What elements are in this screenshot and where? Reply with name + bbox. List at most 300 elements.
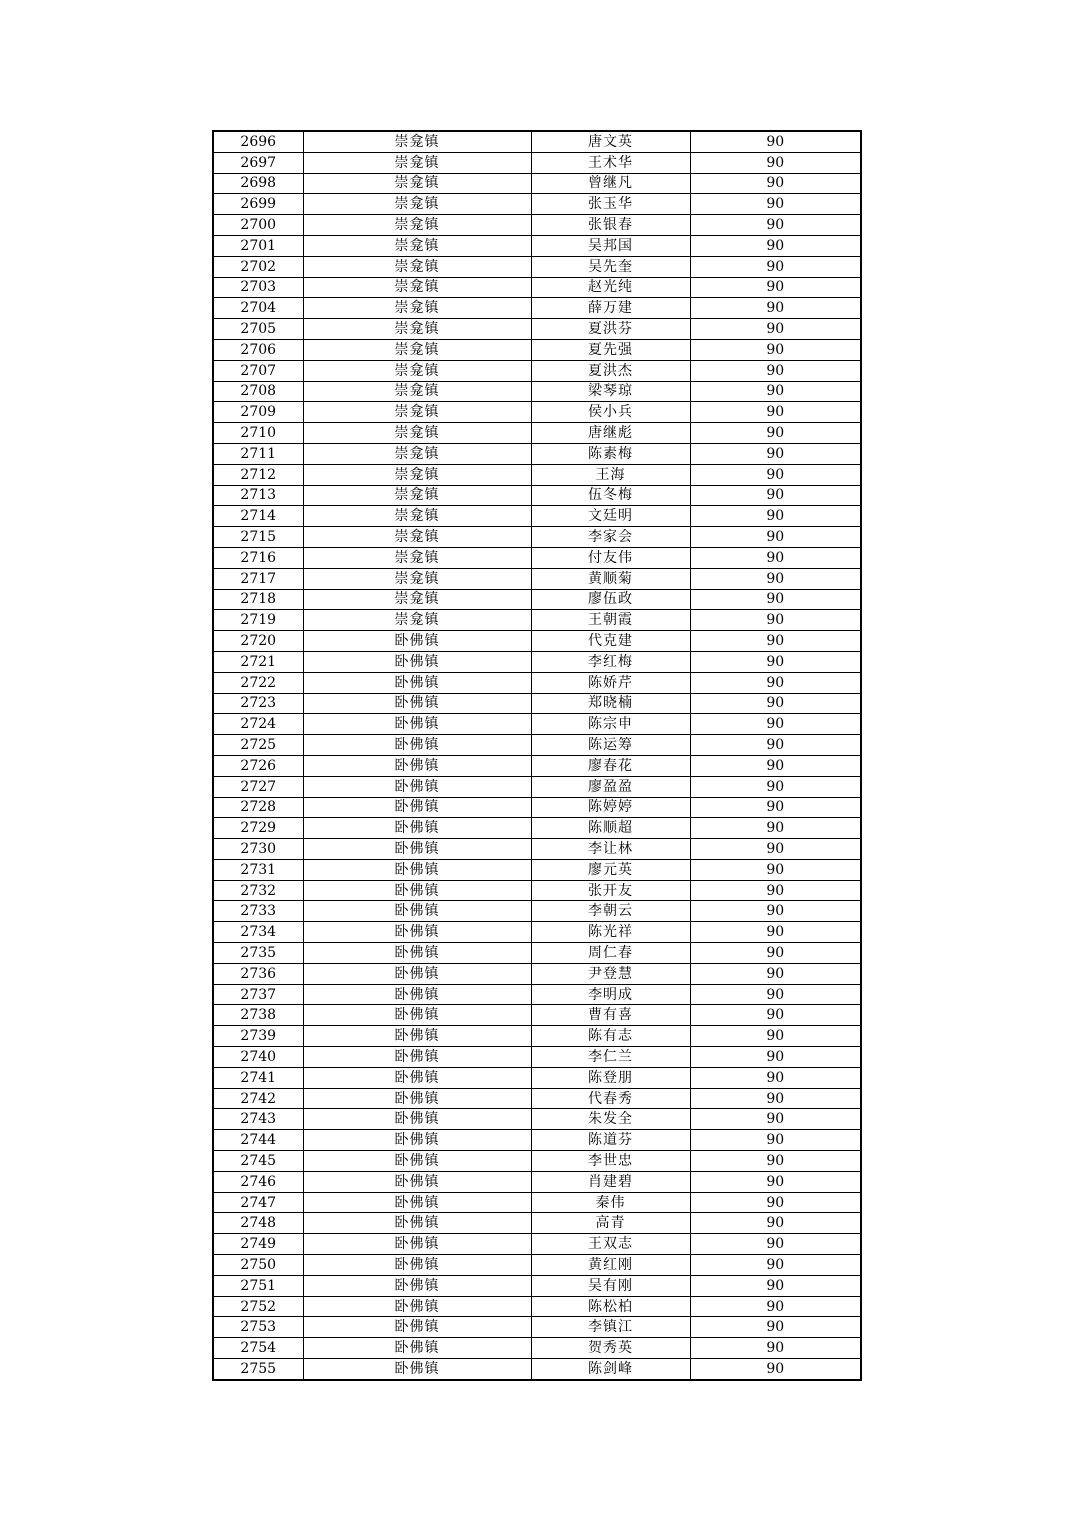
name-cell: 李朝云 xyxy=(531,901,690,922)
name-cell: 李红梅 xyxy=(531,651,690,672)
name-cell: 李镇江 xyxy=(531,1317,690,1338)
name-cell: 代春秀 xyxy=(531,1088,690,1109)
row-number-cell: 2722 xyxy=(213,672,303,693)
table-row xyxy=(213,1359,861,1380)
name-cell: 陈道芬 xyxy=(531,1130,690,1151)
score-cell: 90 xyxy=(690,1047,861,1068)
name-cell: 王术华 xyxy=(531,152,690,173)
name-cell: 李世忠 xyxy=(531,1151,690,1172)
score-cell: 90 xyxy=(690,901,861,922)
score-cell: 90 xyxy=(690,589,861,610)
name-cell: 唐继彪 xyxy=(531,423,690,444)
town-cell: 卧佛镇 xyxy=(303,776,531,797)
town-cell: 崇龛镇 xyxy=(303,215,531,236)
table-row xyxy=(213,672,861,693)
score-cell: 90 xyxy=(690,984,861,1005)
row-number-cell: 2724 xyxy=(213,714,303,735)
row-number-cell: 2701 xyxy=(213,235,303,256)
table-row xyxy=(213,776,861,797)
town-cell: 卧佛镇 xyxy=(303,922,531,943)
score-cell: 90 xyxy=(690,423,861,444)
name-cell: 夏先强 xyxy=(531,339,690,360)
town-cell: 卧佛镇 xyxy=(303,1109,531,1130)
row-number-cell: 2697 xyxy=(213,152,303,173)
name-cell: 陈宗申 xyxy=(531,714,690,735)
table-row xyxy=(213,443,861,464)
name-cell: 王海 xyxy=(531,464,690,485)
town-cell: 卧佛镇 xyxy=(303,880,531,901)
table-row xyxy=(213,173,861,194)
row-number-cell: 2713 xyxy=(213,485,303,506)
score-cell: 90 xyxy=(690,256,861,277)
table-row xyxy=(213,1130,861,1151)
row-number-cell: 2749 xyxy=(213,1234,303,1255)
table-row xyxy=(213,152,861,173)
score-cell: 90 xyxy=(690,797,861,818)
row-number-cell: 2728 xyxy=(213,797,303,818)
table-row xyxy=(213,1005,861,1026)
row-number-cell: 2744 xyxy=(213,1130,303,1151)
row-number-cell: 2734 xyxy=(213,922,303,943)
score-cell: 90 xyxy=(690,1359,861,1380)
row-number-cell: 2732 xyxy=(213,880,303,901)
score-cell: 90 xyxy=(690,194,861,215)
row-number-cell: 2712 xyxy=(213,464,303,485)
score-cell: 90 xyxy=(690,1338,861,1359)
town-cell: 卧佛镇 xyxy=(303,693,531,714)
name-cell: 伍冬梅 xyxy=(531,485,690,506)
row-number-cell: 2720 xyxy=(213,631,303,652)
score-cell: 90 xyxy=(690,631,861,652)
row-number-cell: 2729 xyxy=(213,818,303,839)
row-number-cell: 2752 xyxy=(213,1296,303,1317)
name-cell: 陈婷婷 xyxy=(531,797,690,818)
score-cell: 90 xyxy=(690,568,861,589)
row-number-cell: 2747 xyxy=(213,1192,303,1213)
row-number-cell: 2711 xyxy=(213,443,303,464)
row-number-cell: 2709 xyxy=(213,402,303,423)
row-number-cell: 2755 xyxy=(213,1359,303,1380)
table-row xyxy=(213,464,861,485)
table-row xyxy=(213,1275,861,1296)
table-row xyxy=(213,714,861,735)
table-row xyxy=(213,1296,861,1317)
row-number-cell: 2740 xyxy=(213,1047,303,1068)
score-cell: 90 xyxy=(690,298,861,319)
town-cell: 卧佛镇 xyxy=(303,797,531,818)
town-cell: 卧佛镇 xyxy=(303,859,531,880)
name-cell: 陈光祥 xyxy=(531,922,690,943)
row-number-cell: 2723 xyxy=(213,693,303,714)
name-cell: 梁琴琼 xyxy=(531,381,690,402)
score-cell: 90 xyxy=(690,1109,861,1130)
name-cell: 陈有志 xyxy=(531,1026,690,1047)
name-cell: 陈剑峰 xyxy=(531,1359,690,1380)
row-number-cell: 2714 xyxy=(213,506,303,527)
row-number-cell: 2746 xyxy=(213,1171,303,1192)
score-cell: 90 xyxy=(690,1213,861,1234)
table-row xyxy=(213,1317,861,1338)
table-row xyxy=(213,256,861,277)
row-number-cell: 2718 xyxy=(213,589,303,610)
score-cell: 90 xyxy=(690,651,861,672)
table-row xyxy=(213,339,861,360)
table-row xyxy=(213,1338,861,1359)
name-cell: 张银春 xyxy=(531,215,690,236)
score-cell: 90 xyxy=(690,277,861,298)
row-number-cell: 2715 xyxy=(213,527,303,548)
table-row xyxy=(213,1088,861,1109)
town-cell: 卧佛镇 xyxy=(303,714,531,735)
town-cell: 卧佛镇 xyxy=(303,1130,531,1151)
table-row xyxy=(213,651,861,672)
score-cell: 90 xyxy=(690,1296,861,1317)
town-cell: 崇龛镇 xyxy=(303,568,531,589)
town-cell: 崇龛镇 xyxy=(303,547,531,568)
town-cell: 崇龛镇 xyxy=(303,423,531,444)
score-cell: 90 xyxy=(690,1130,861,1151)
town-cell: 卧佛镇 xyxy=(303,1275,531,1296)
name-cell: 尹登慧 xyxy=(531,963,690,984)
name-cell: 贺秀英 xyxy=(531,1338,690,1359)
row-number-cell: 2699 xyxy=(213,194,303,215)
name-cell: 朱发全 xyxy=(531,1109,690,1130)
row-number-cell: 2716 xyxy=(213,547,303,568)
score-cell: 90 xyxy=(690,506,861,527)
town-cell: 崇龛镇 xyxy=(303,402,531,423)
score-cell: 90 xyxy=(690,755,861,776)
name-cell: 陈松柏 xyxy=(531,1296,690,1317)
row-number-cell: 2753 xyxy=(213,1317,303,1338)
score-cell: 90 xyxy=(690,1255,861,1276)
row-number-cell: 2736 xyxy=(213,963,303,984)
table-row xyxy=(213,693,861,714)
name-cell: 郑晓楠 xyxy=(531,693,690,714)
table-row xyxy=(213,901,861,922)
town-cell: 崇龛镇 xyxy=(303,443,531,464)
town-cell: 崇龛镇 xyxy=(303,194,531,215)
row-number-cell: 2733 xyxy=(213,901,303,922)
score-cell: 90 xyxy=(690,1005,861,1026)
score-cell: 90 xyxy=(690,1088,861,1109)
score-cell: 90 xyxy=(690,173,861,194)
name-cell: 廖春花 xyxy=(531,755,690,776)
town-cell: 卧佛镇 xyxy=(303,1026,531,1047)
name-cell: 代克建 xyxy=(531,631,690,652)
table-row xyxy=(213,423,861,444)
town-cell: 崇龛镇 xyxy=(303,360,531,381)
score-cell: 90 xyxy=(690,443,861,464)
row-number-cell: 2748 xyxy=(213,1213,303,1234)
row-number-cell: 2741 xyxy=(213,1067,303,1088)
town-cell: 卧佛镇 xyxy=(303,1088,531,1109)
name-cell: 张玉华 xyxy=(531,194,690,215)
score-cell: 90 xyxy=(690,693,861,714)
table-row xyxy=(213,589,861,610)
town-cell: 崇龛镇 xyxy=(303,319,531,340)
town-cell: 崇龛镇 xyxy=(303,464,531,485)
score-cell: 90 xyxy=(690,152,861,173)
town-cell: 卧佛镇 xyxy=(303,1067,531,1088)
name-cell: 廖元英 xyxy=(531,859,690,880)
table-row xyxy=(213,735,861,756)
town-cell: 卧佛镇 xyxy=(303,651,531,672)
name-cell: 李仁兰 xyxy=(531,1047,690,1068)
score-cell: 90 xyxy=(690,714,861,735)
name-cell: 廖盈盈 xyxy=(531,776,690,797)
table-row xyxy=(213,547,861,568)
row-number-cell: 2754 xyxy=(213,1338,303,1359)
score-cell: 90 xyxy=(690,839,861,860)
score-cell: 90 xyxy=(690,402,861,423)
name-cell: 李让林 xyxy=(531,839,690,860)
name-cell: 薛万建 xyxy=(531,298,690,319)
town-cell: 卧佛镇 xyxy=(303,672,531,693)
table-row xyxy=(213,1255,861,1276)
table-row xyxy=(213,527,861,548)
name-cell: 吴有刚 xyxy=(531,1275,690,1296)
row-number-cell: 2706 xyxy=(213,339,303,360)
table-row xyxy=(213,755,861,776)
score-cell: 90 xyxy=(690,360,861,381)
table-row xyxy=(213,818,861,839)
score-cell: 90 xyxy=(690,943,861,964)
table-row xyxy=(213,984,861,1005)
name-cell: 付友伟 xyxy=(531,547,690,568)
score-cell: 90 xyxy=(690,859,861,880)
table-row xyxy=(213,1234,861,1255)
table-row xyxy=(213,298,861,319)
row-number-cell: 2735 xyxy=(213,943,303,964)
town-cell: 崇龛镇 xyxy=(303,173,531,194)
row-number-cell: 2705 xyxy=(213,319,303,340)
table-row xyxy=(213,1213,861,1234)
row-number-cell: 2745 xyxy=(213,1151,303,1172)
town-cell: 卧佛镇 xyxy=(303,755,531,776)
score-cell: 90 xyxy=(690,776,861,797)
score-cell: 90 xyxy=(690,735,861,756)
name-cell: 王朝霞 xyxy=(531,610,690,631)
score-cell: 90 xyxy=(690,1067,861,1088)
row-number-cell: 2742 xyxy=(213,1088,303,1109)
table-row xyxy=(213,215,861,236)
row-number-cell: 2717 xyxy=(213,568,303,589)
score-cell: 90 xyxy=(690,1317,861,1338)
town-cell: 卧佛镇 xyxy=(303,1213,531,1234)
score-cell: 90 xyxy=(690,1275,861,1296)
name-cell: 文廷明 xyxy=(531,506,690,527)
name-cell: 高青 xyxy=(531,1213,690,1234)
score-cell: 90 xyxy=(690,215,861,236)
town-cell: 崇龛镇 xyxy=(303,589,531,610)
score-cell: 90 xyxy=(690,1234,861,1255)
town-cell: 卧佛镇 xyxy=(303,1338,531,1359)
name-cell: 陈顺超 xyxy=(531,818,690,839)
name-cell: 廖伍政 xyxy=(531,589,690,610)
table-row xyxy=(213,839,861,860)
score-cell: 90 xyxy=(690,880,861,901)
town-cell: 卧佛镇 xyxy=(303,963,531,984)
table-row xyxy=(213,797,861,818)
table-row xyxy=(213,1171,861,1192)
town-cell: 卧佛镇 xyxy=(303,1359,531,1380)
table-row xyxy=(213,360,861,381)
town-cell: 崇龛镇 xyxy=(303,339,531,360)
row-number-cell: 2727 xyxy=(213,776,303,797)
town-cell: 卧佛镇 xyxy=(303,1296,531,1317)
town-cell: 卧佛镇 xyxy=(303,1047,531,1068)
name-cell: 秦伟 xyxy=(531,1192,690,1213)
table-row xyxy=(213,1192,861,1213)
score-cell: 90 xyxy=(690,922,861,943)
town-cell: 卧佛镇 xyxy=(303,1234,531,1255)
table-row xyxy=(213,610,861,631)
table-row xyxy=(213,485,861,506)
row-number-cell: 2703 xyxy=(213,277,303,298)
name-cell: 张开友 xyxy=(531,880,690,901)
score-cell: 90 xyxy=(690,1026,861,1047)
row-number-cell: 2739 xyxy=(213,1026,303,1047)
row-number-cell: 2725 xyxy=(213,735,303,756)
row-number-cell: 2702 xyxy=(213,256,303,277)
name-cell: 李家会 xyxy=(531,527,690,548)
town-cell: 崇龛镇 xyxy=(303,152,531,173)
town-cell: 崇龛镇 xyxy=(303,256,531,277)
row-number-cell: 2750 xyxy=(213,1255,303,1276)
table-row xyxy=(213,1151,861,1172)
row-number-cell: 2738 xyxy=(213,1005,303,1026)
town-cell: 崇龛镇 xyxy=(303,298,531,319)
score-cell: 90 xyxy=(690,319,861,340)
table-row xyxy=(213,1067,861,1088)
town-cell: 卧佛镇 xyxy=(303,1171,531,1192)
name-cell: 吴邦国 xyxy=(531,235,690,256)
town-cell: 崇龛镇 xyxy=(303,235,531,256)
table-row xyxy=(213,943,861,964)
row-number-cell: 2743 xyxy=(213,1109,303,1130)
name-cell: 肖建碧 xyxy=(531,1171,690,1192)
name-cell: 吴先奎 xyxy=(531,256,690,277)
town-cell: 崇龛镇 xyxy=(303,131,531,152)
row-number-cell: 2726 xyxy=(213,755,303,776)
name-cell: 唐文英 xyxy=(531,131,690,152)
name-cell: 陈登朋 xyxy=(531,1067,690,1088)
name-cell: 陈运筹 xyxy=(531,735,690,756)
score-cell: 90 xyxy=(690,610,861,631)
name-cell: 赵光纯 xyxy=(531,277,690,298)
name-cell: 曹有喜 xyxy=(531,1005,690,1026)
name-cell: 夏洪芬 xyxy=(531,319,690,340)
table-row xyxy=(213,1026,861,1047)
row-number-cell: 2708 xyxy=(213,381,303,402)
name-cell: 陈素梅 xyxy=(531,443,690,464)
table-row xyxy=(213,235,861,256)
table-row xyxy=(213,402,861,423)
score-cell: 90 xyxy=(690,963,861,984)
score-cell: 90 xyxy=(690,339,861,360)
town-cell: 崇龛镇 xyxy=(303,485,531,506)
table-row xyxy=(213,880,861,901)
table-row xyxy=(213,506,861,527)
row-number-cell: 2731 xyxy=(213,859,303,880)
town-cell: 崇龛镇 xyxy=(303,277,531,298)
town-cell: 卧佛镇 xyxy=(303,1255,531,1276)
table-row xyxy=(213,277,861,298)
table-row xyxy=(213,859,861,880)
roster-table-body xyxy=(213,131,861,1380)
score-cell: 90 xyxy=(690,381,861,402)
name-cell: 侯小兵 xyxy=(531,402,690,423)
row-number-cell: 2710 xyxy=(213,423,303,444)
table-row xyxy=(213,568,861,589)
town-cell: 卧佛镇 xyxy=(303,1317,531,1338)
name-cell: 黄红刚 xyxy=(531,1255,690,1276)
row-number-cell: 2704 xyxy=(213,298,303,319)
score-cell: 90 xyxy=(690,464,861,485)
row-number-cell: 2719 xyxy=(213,610,303,631)
town-cell: 卧佛镇 xyxy=(303,943,531,964)
table-row xyxy=(213,631,861,652)
town-cell: 崇龛镇 xyxy=(303,506,531,527)
row-number-cell: 2730 xyxy=(213,839,303,860)
score-cell: 90 xyxy=(690,672,861,693)
table-row xyxy=(213,131,861,152)
table-row xyxy=(213,319,861,340)
town-cell: 卧佛镇 xyxy=(303,984,531,1005)
town-cell: 崇龛镇 xyxy=(303,527,531,548)
score-cell: 90 xyxy=(690,527,861,548)
town-cell: 卧佛镇 xyxy=(303,631,531,652)
score-cell: 90 xyxy=(690,1171,861,1192)
table-row xyxy=(213,1109,861,1130)
name-cell: 曾继凡 xyxy=(531,173,690,194)
row-number-cell: 2737 xyxy=(213,984,303,1005)
score-cell: 90 xyxy=(690,485,861,506)
table-row xyxy=(213,1047,861,1068)
town-cell: 卧佛镇 xyxy=(303,901,531,922)
town-cell: 崇龛镇 xyxy=(303,381,531,402)
name-cell: 陈娇芹 xyxy=(531,672,690,693)
table-row xyxy=(213,963,861,984)
town-cell: 卧佛镇 xyxy=(303,1005,531,1026)
row-number-cell: 2721 xyxy=(213,651,303,672)
town-cell: 卧佛镇 xyxy=(303,839,531,860)
table-row xyxy=(213,194,861,215)
town-cell: 崇龛镇 xyxy=(303,610,531,631)
table-row xyxy=(213,381,861,402)
roster-table xyxy=(212,130,862,1381)
score-cell: 90 xyxy=(690,131,861,152)
town-cell: 卧佛镇 xyxy=(303,1151,531,1172)
name-cell: 王双志 xyxy=(531,1234,690,1255)
table-row xyxy=(213,922,861,943)
name-cell: 夏洪杰 xyxy=(531,360,690,381)
name-cell: 周仁春 xyxy=(531,943,690,964)
row-number-cell: 2751 xyxy=(213,1275,303,1296)
name-cell: 黄顺菊 xyxy=(531,568,690,589)
score-cell: 90 xyxy=(690,818,861,839)
score-cell: 90 xyxy=(690,235,861,256)
town-cell: 卧佛镇 xyxy=(303,1192,531,1213)
town-cell: 卧佛镇 xyxy=(303,735,531,756)
row-number-cell: 2707 xyxy=(213,360,303,381)
row-number-cell: 2700 xyxy=(213,215,303,236)
row-number-cell: 2698 xyxy=(213,173,303,194)
name-cell: 李明成 xyxy=(531,984,690,1005)
row-number-cell: 2696 xyxy=(213,131,303,152)
score-cell: 90 xyxy=(690,1192,861,1213)
score-cell: 90 xyxy=(690,1151,861,1172)
